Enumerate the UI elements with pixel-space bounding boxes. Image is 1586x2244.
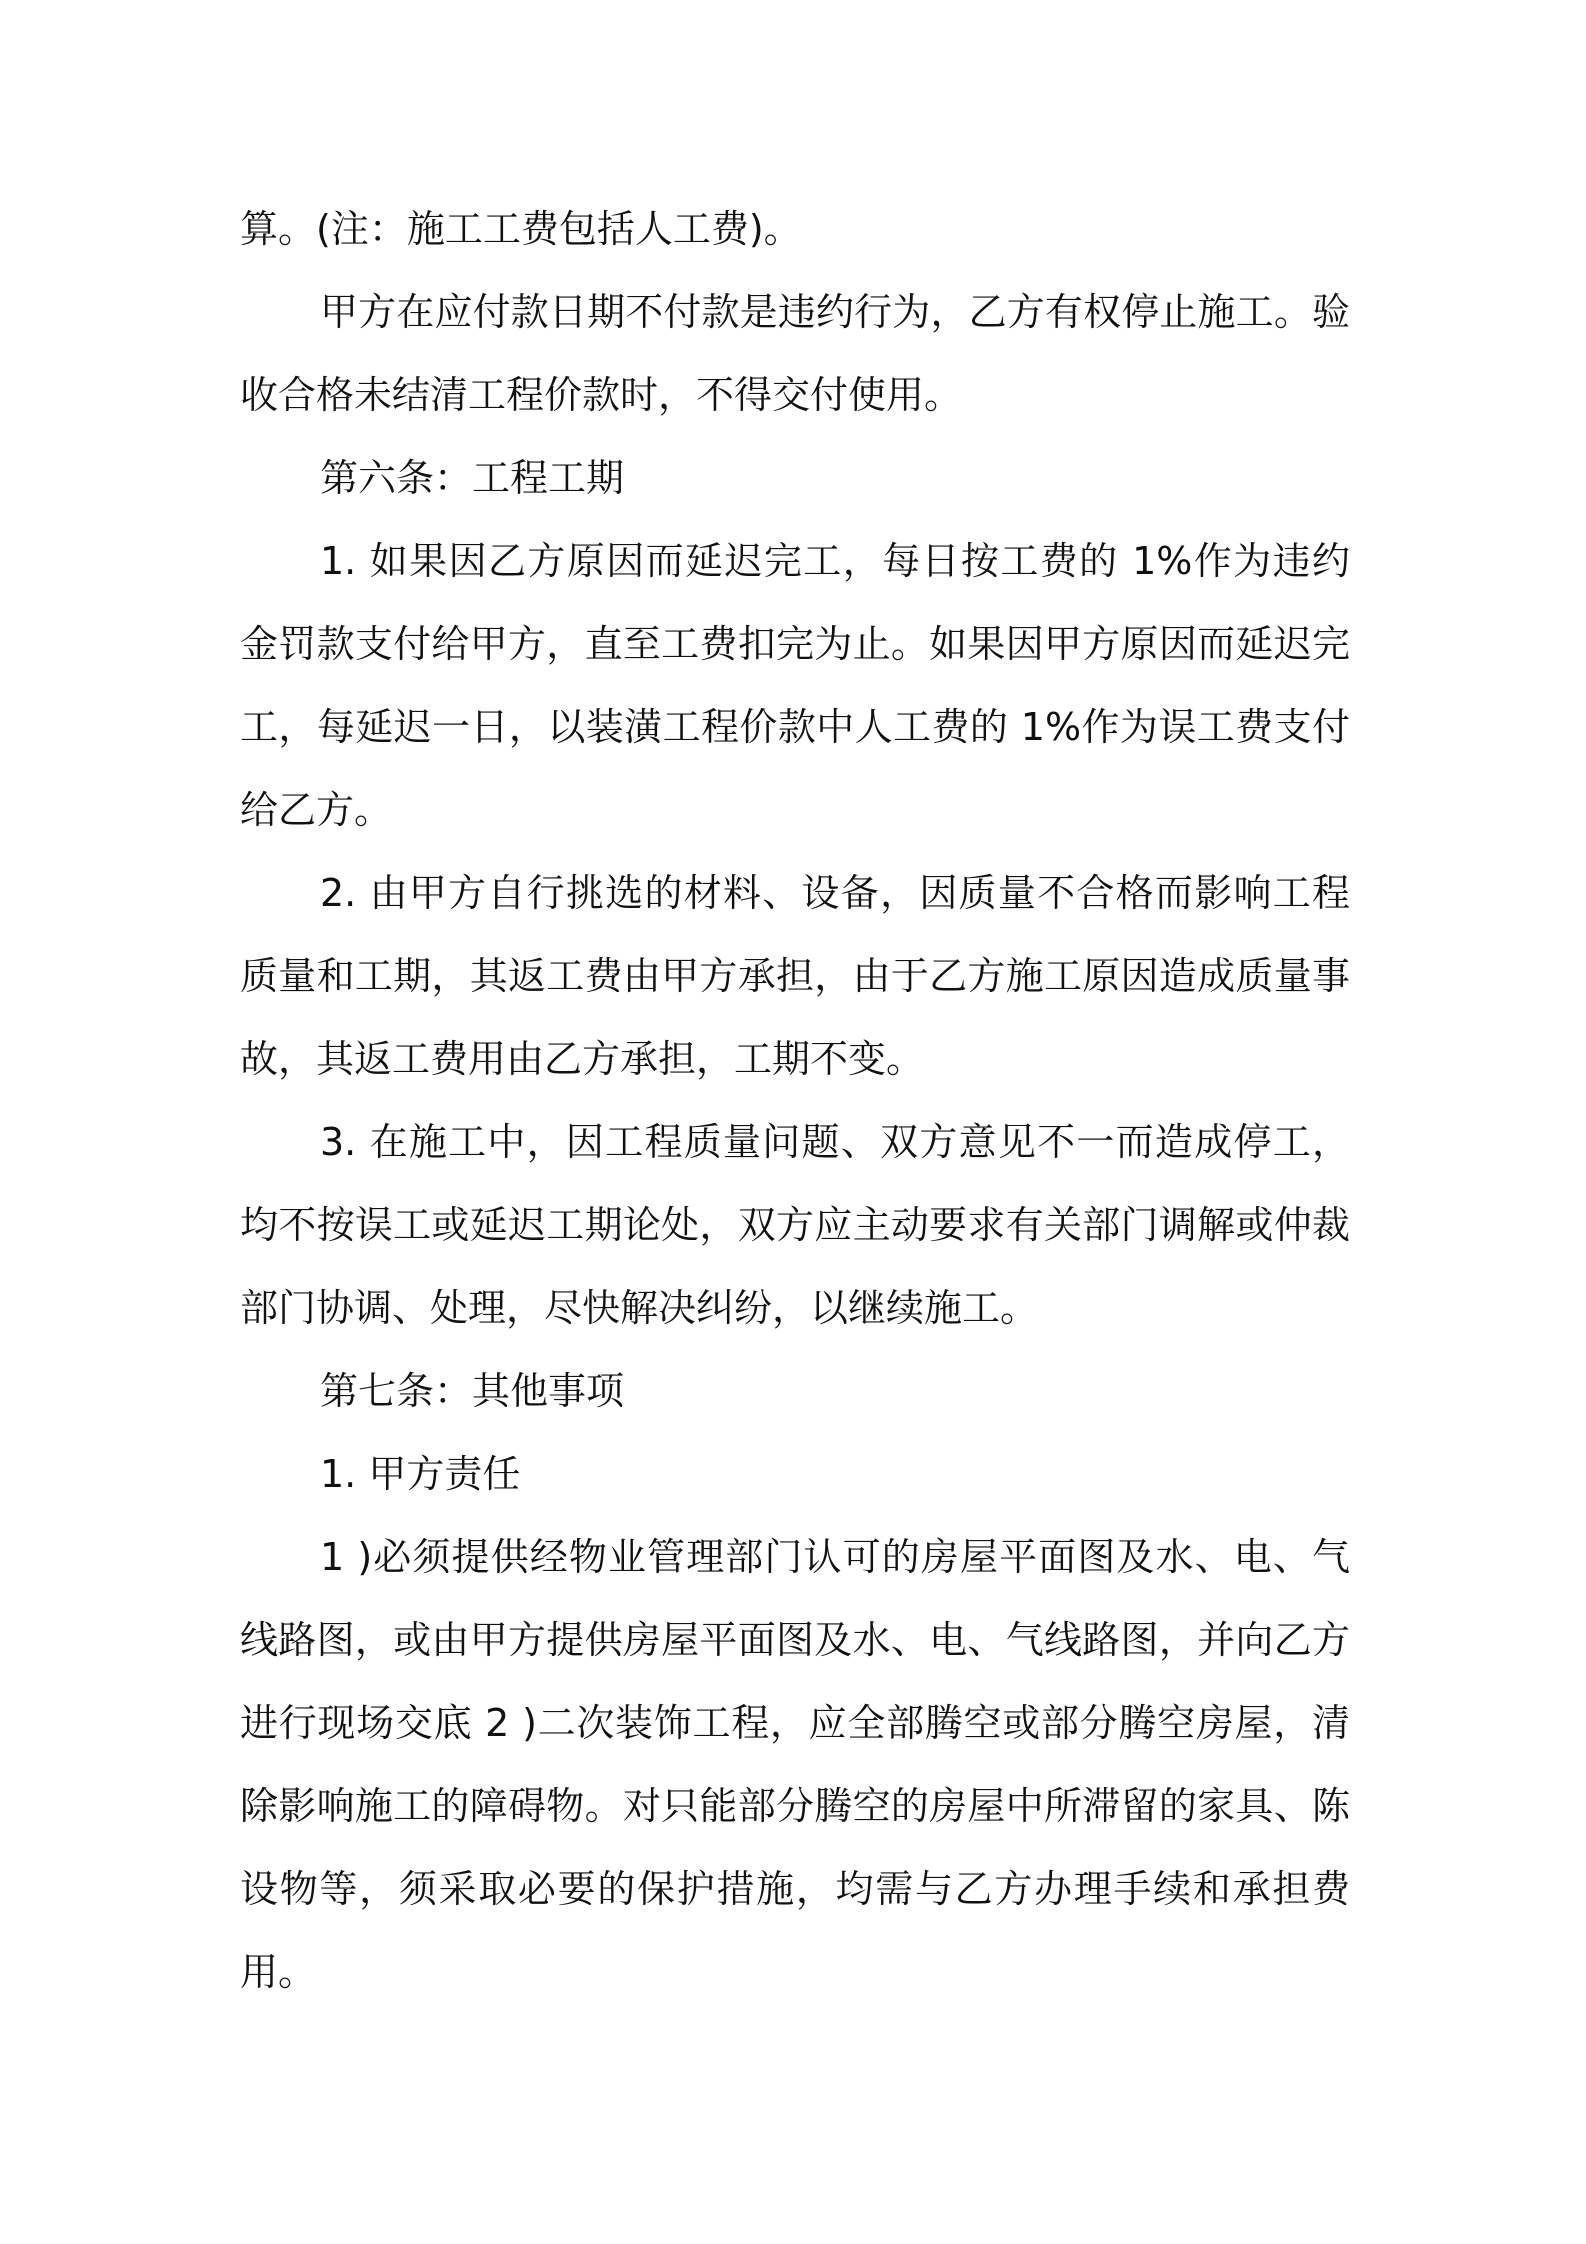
article-6-clause-2: 2. 由甲方自行挑选的材料、设备，因质量不合格而影响工程质量和工期，其返工费由甲方承担，由于乙方施工原因造成质量事故，其返工费用由乙方承担，工期不变。 [240,871,1350,1081]
document-body [240,188,1350,2014]
paragraph-payment-default: 甲方在应付款日期不付款是违约行为，乙方有权停止施工。验收合格未结清工程价款时，不得交付使用。 [240,290,1350,417]
article-6-heading: 第六条：工程工期 [320,456,625,500]
article-6-clause-1: 1. 如果因乙方原因而延迟完工，每日按工费的 1%作为违约金罚款支付给甲方，直至工费扣完为止。如果因甲方原因而延迟完工，每延迟一日，以装潢工程价款中人工费的 1%作为误工费支付给乙方。 [240,539,1350,832]
article-7-party-a-responsibility-heading: 1. 甲方责任 [320,1452,521,1496]
article-7-heading: 第七条：其他事项 [320,1369,625,1413]
article-6-clause-3: 3. 在施工中，因工程质量问题、双方意见不一而造成停工，均不按误工或延迟工期论处，双方应主动要求有关部门调解或仲裁部门协调、处理，尽快解决纠纷，以继续施工。 [240,1120,1350,1330]
article-7-party-a-responsibility-items: 1 )必须提供经物业管理部门认可的房屋平面图及水、电、气线路图，或由甲方提供房屋平面图及水、电、气线路图，并向乙方进行现场交底 2 )二次装饰工程，应全部腾空或部分腾空房屋，清除影响施工的障碍物。对只能部分腾空的房屋中所滞留的家具、陈设物等，须采取必要的保护措施，均需与乙方办理手续和承担费用。 [240,1535,1350,1994]
paragraph-payment-note: 算。(注：施工工费包括人工费)。 [240,207,802,251]
